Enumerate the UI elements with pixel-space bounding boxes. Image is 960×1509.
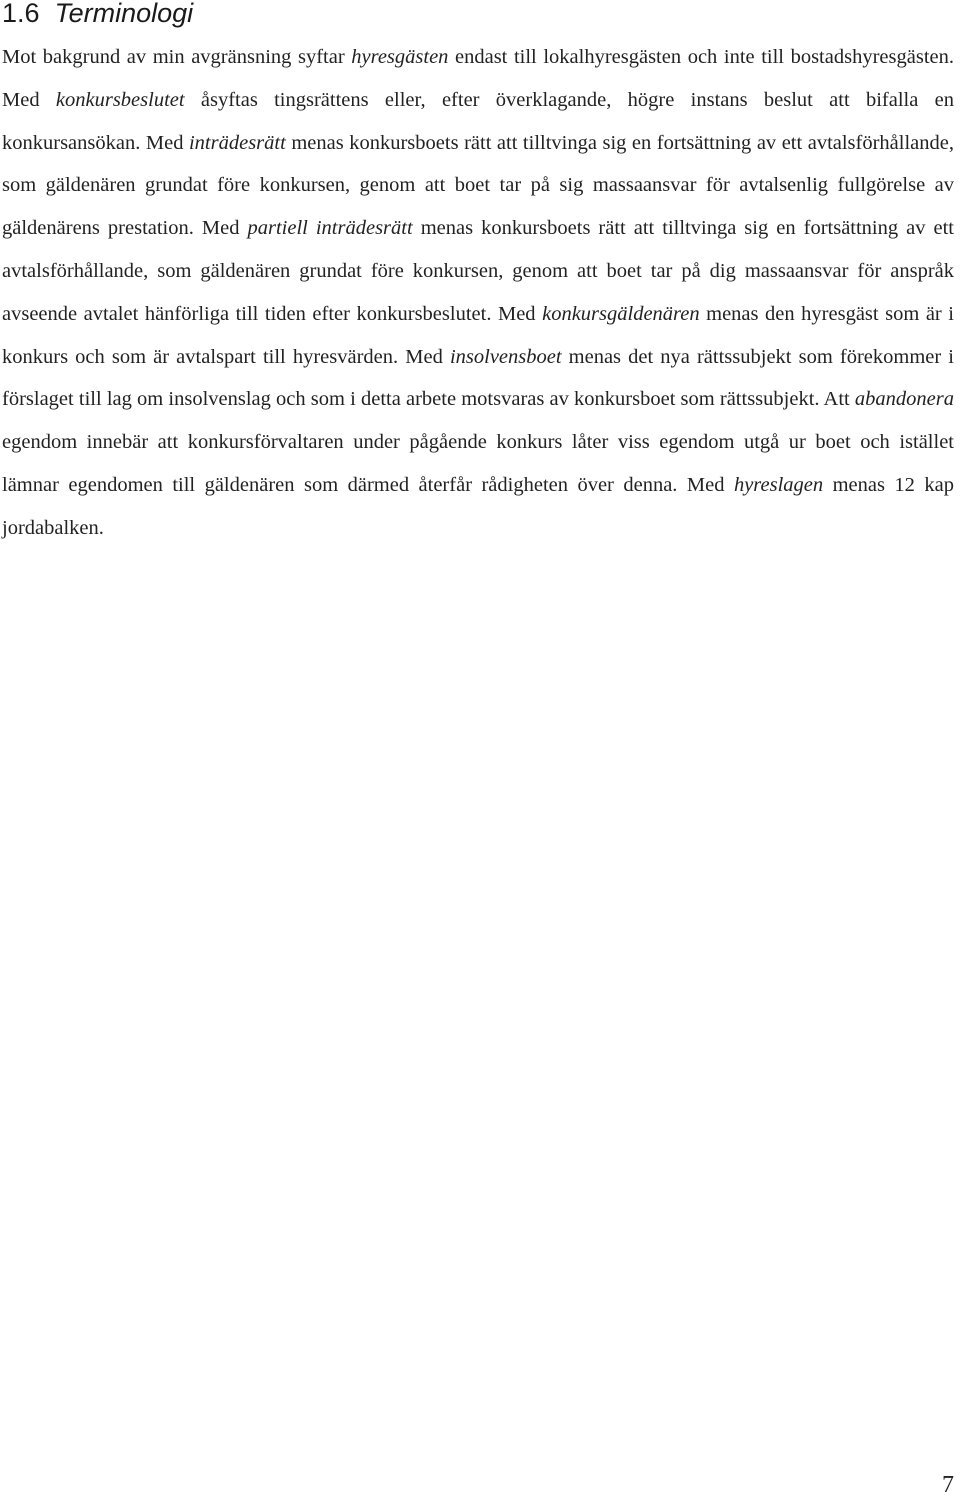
section-title: Terminologi bbox=[54, 0, 194, 28]
text-segment: endast till lokalhyresgästen och inte till bostadshyresgästen. Med bbox=[2, 46, 954, 111]
page-number: 7 bbox=[942, 1472, 954, 1498]
section-number: 1.6 bbox=[2, 0, 40, 28]
text-segment: menas det nya rättssubjekt som förekommer i förslaget till lag om insolvenslag och som i detta arbete motsvaras av konkursboet som rättssubjekt. Att bbox=[2, 345, 954, 411]
text-segment: åsyftas tingsrättens eller, efter överklagande, högre instans beslut att bifalla en konkursansökan. Med bbox=[2, 88, 954, 154]
term-hyreslagen: hyreslagen bbox=[733, 473, 824, 496]
text-segment: menas den hyresgäst som är i konkurs och som är avtalspart till hyresvärden. Med bbox=[2, 302, 954, 368]
term-abandonera: abandonera bbox=[854, 388, 954, 411]
text-segment: Mot bakgrund av min avgränsning syftar bbox=[2, 46, 352, 68]
text-segment: menas konkursboets rätt att tilltvinga sig en fortsättning av ett avtalsförhållande, som gäldenären grundat före konkursen, genom att boet tar på dig massaansvar för anspråk avseende avtalet hänförliga till tiden efter konkursbeslutet. Med bbox=[2, 217, 954, 325]
term-konkursgaldenaren: konkursgäldenären bbox=[542, 302, 700, 325]
terminology-paragraph bbox=[2, 36, 954, 550]
text-segment: egendom innebär att konkursförvaltaren under pågående konkurs låter viss egendom utgå ur boet och istället lämnar egendomen till gäldenären som därmed återfår rådigheten över denna. Med bbox=[2, 431, 954, 496]
term-konkursbeslutet: konkursbeslutet bbox=[55, 88, 185, 111]
term-partiell-intradesratt: partiell inträdesrätt bbox=[247, 217, 413, 240]
section-heading bbox=[2, 0, 193, 30]
text-segment: menas 12 kap jordabalken. bbox=[2, 473, 954, 539]
term-hyresgasten: hyresgästen bbox=[351, 46, 449, 68]
term-intradesratt: inträdesrätt bbox=[188, 131, 286, 154]
text-segment: menas konkursboets rätt att tilltvinga sig en fortsättning av ett avtalsförhållande, som gäldenären grundat före konkursen, genom att boet tar på sig massaansvar för avtalsenlig fullgörelse av gäldenärens prestation. Med bbox=[2, 131, 954, 240]
term-insolvensboet: insolvensboet bbox=[449, 345, 562, 368]
